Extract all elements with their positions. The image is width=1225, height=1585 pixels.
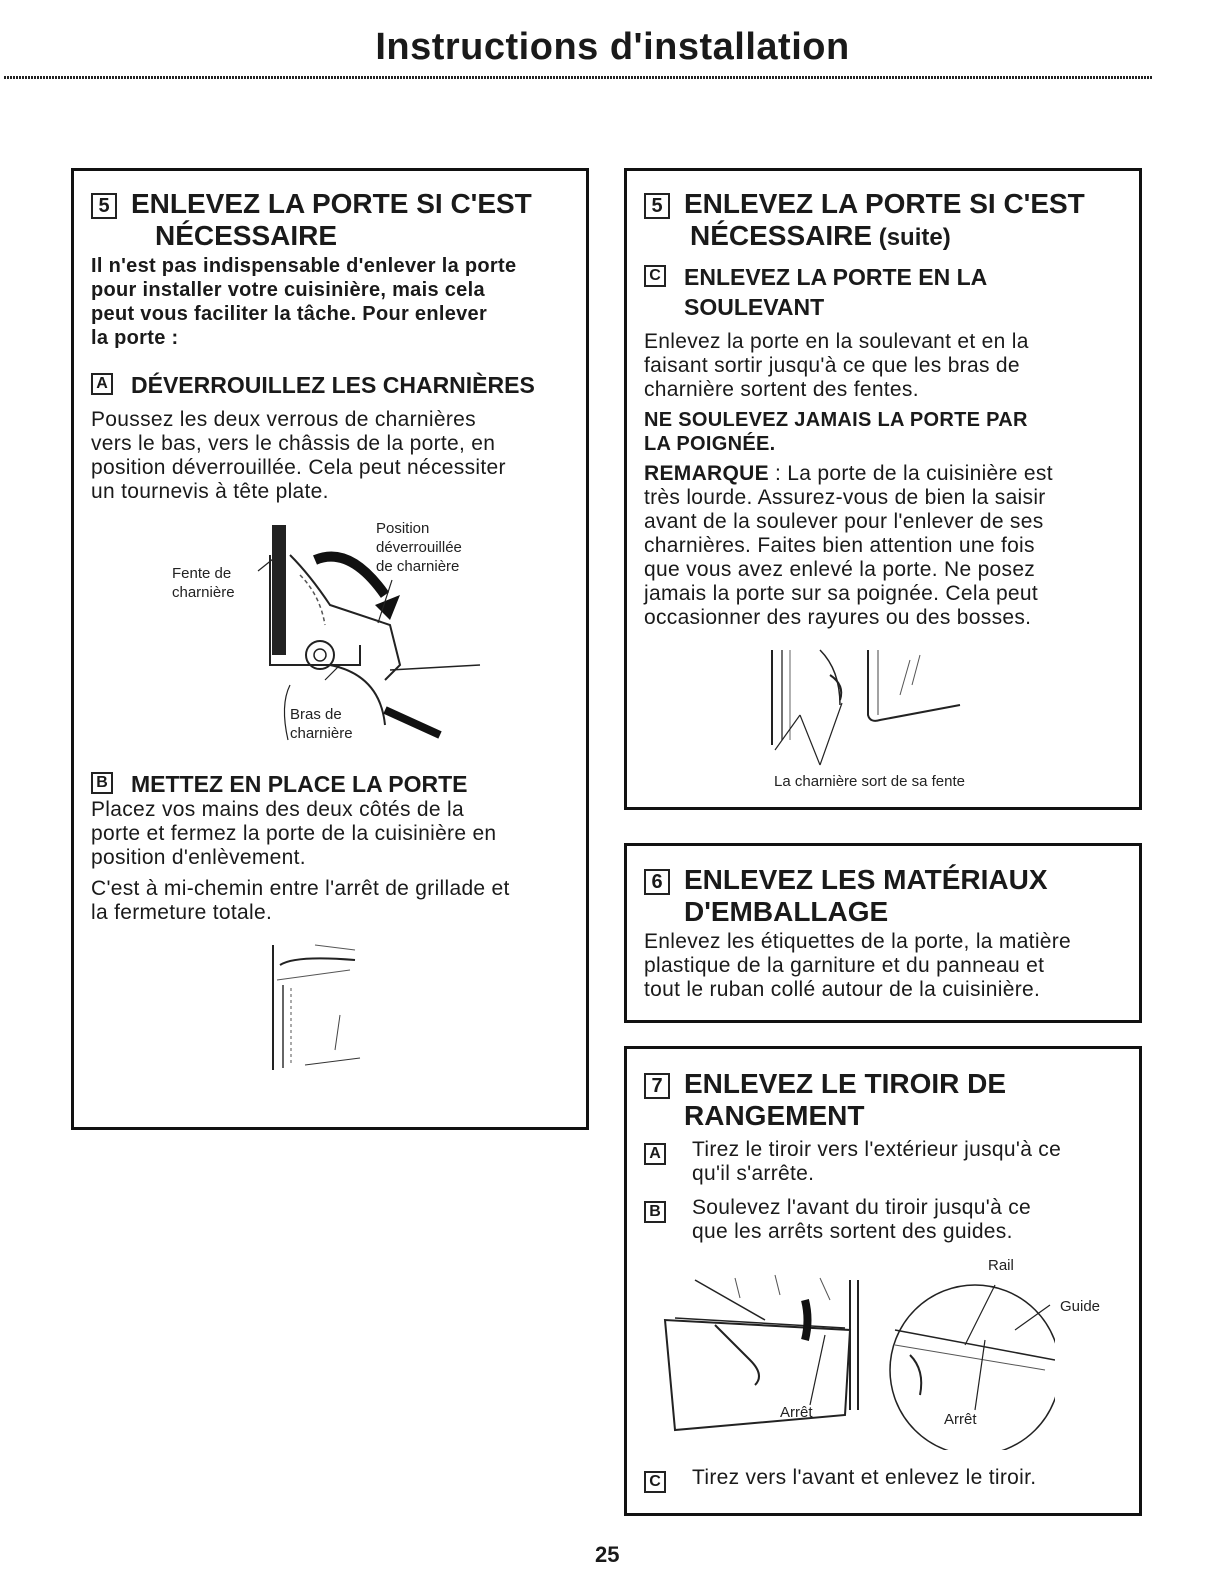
substep-b-title: METTEZ EN PLACE LA PORTE <box>131 771 468 797</box>
substep-a-heading <box>91 370 535 400</box>
label-stop-left: Arrêt <box>780 1404 813 1421</box>
label-rail: Rail <box>988 1257 1014 1274</box>
step-5-heading <box>91 188 532 252</box>
caption-hinge-out: La charnière sort de sa fente <box>774 773 965 790</box>
step-title-line2: NÉCESSAIRE (suite) <box>690 220 951 251</box>
step-title-line2: NÉCESSAIRE <box>155 220 338 251</box>
letter-badge-a: A <box>644 1143 666 1165</box>
step-number-badge: 5 <box>644 193 670 219</box>
lift-warning: NE SOULEVEZ JAMAIS LA PORTE PAR LA POIGNÉE. <box>644 409 1028 455</box>
step-title-line2: RANGEMENT <box>684 1100 865 1131</box>
page-title: Instructions d'installation <box>375 26 850 68</box>
step-5-continued-heading <box>644 188 1085 254</box>
step-5-intro: Il n'est pas indispensable d'enlever la porte pour installer votre cuisinière, mais cela peut vous faciliter la tâche. Pour enlever la porte : <box>91 255 517 349</box>
letter-badge-b: B <box>91 772 113 794</box>
step-number-badge: 6 <box>644 869 670 895</box>
letter-badge-a: A <box>91 373 113 395</box>
step-6-body: Enlevez les étiquettes de la porte, la matière plastique de la garniture et du panneau et tout le ruban collé autour de la cuisinière. <box>644 930 1072 1001</box>
substep-b-heading <box>91 769 468 799</box>
label-guide: Guide <box>1060 1298 1101 1315</box>
step-number-badge: 7 <box>644 1073 670 1099</box>
step-title-line2: D'EMBALLAGE <box>684 896 889 927</box>
step-6-heading <box>644 864 1048 928</box>
note-text: REMARQUE : La porte de la cuisinière est très lourde. Assurez-vous de bien la saisir avant de la soulever pour l'enlever de ses charnières. Faites bien attention une fois que vous avez enlevé la porte. Ne posez jamais la porte sur sa poignée. Cela peut occasionner des rayures ou des bosses. <box>644 462 1053 629</box>
substep-a-body: Poussez les deux verrous de charnières vers le bas, vers le châssis de la porte, en position déverrouillée. Cela peut nécessiter un tournevis à tête plate. <box>91 408 506 503</box>
step-title-line1: ENLEVEZ LA PORTE SI C'EST <box>684 188 1085 219</box>
label-stop-right: Arrêt <box>944 1411 977 1428</box>
substep-c-body: Enlevez la porte en la soulevant et en la faisant sortir jusqu'à ce que les bras de charnière sortent des fentes. <box>644 330 1029 401</box>
drawer-removal-illustration <box>655 1270 1055 1450</box>
substep-c-heading: C ENLEVEZ LA PORTE EN LA SOULEVANT <box>644 262 987 322</box>
oven-door-illustration <box>255 940 375 1075</box>
label-unlocked-position: Position déverrouillée de charnière <box>376 520 462 575</box>
header-divider <box>4 76 1153 79</box>
step-title-line1: ENLEVEZ LA PORTE SI C'EST <box>131 188 532 219</box>
letter-badge-b: B <box>644 1201 666 1223</box>
step-title-line1: ENLEVEZ LES MATÉRIAUX <box>684 864 1048 895</box>
label-hinge-slot: Fente de charnière <box>172 565 235 601</box>
label-hinge-arm: Bras de charnière <box>290 706 353 742</box>
hinge-out-illustration <box>760 645 980 770</box>
substep-a-title: DÉVERROUILLEZ LES CHARNIÈRES <box>131 372 535 398</box>
page-number: 25 <box>595 1542 620 1567</box>
letter-badge-c: C <box>644 1471 666 1493</box>
step-number-badge: 5 <box>91 193 117 219</box>
step-title-line1: ENLEVEZ LE TIROIR DE <box>684 1068 1007 1099</box>
letter-badge-c: C <box>644 265 666 287</box>
step-7-heading <box>644 1068 1006 1132</box>
substep-b-body: Placez vos mains des deux côtés de la porte et fermez la porte de la cuisinière en position d'enlèvement. C'est à mi-chemin entre l'arrêt de grillade et la fermeture totale. <box>91 798 510 924</box>
